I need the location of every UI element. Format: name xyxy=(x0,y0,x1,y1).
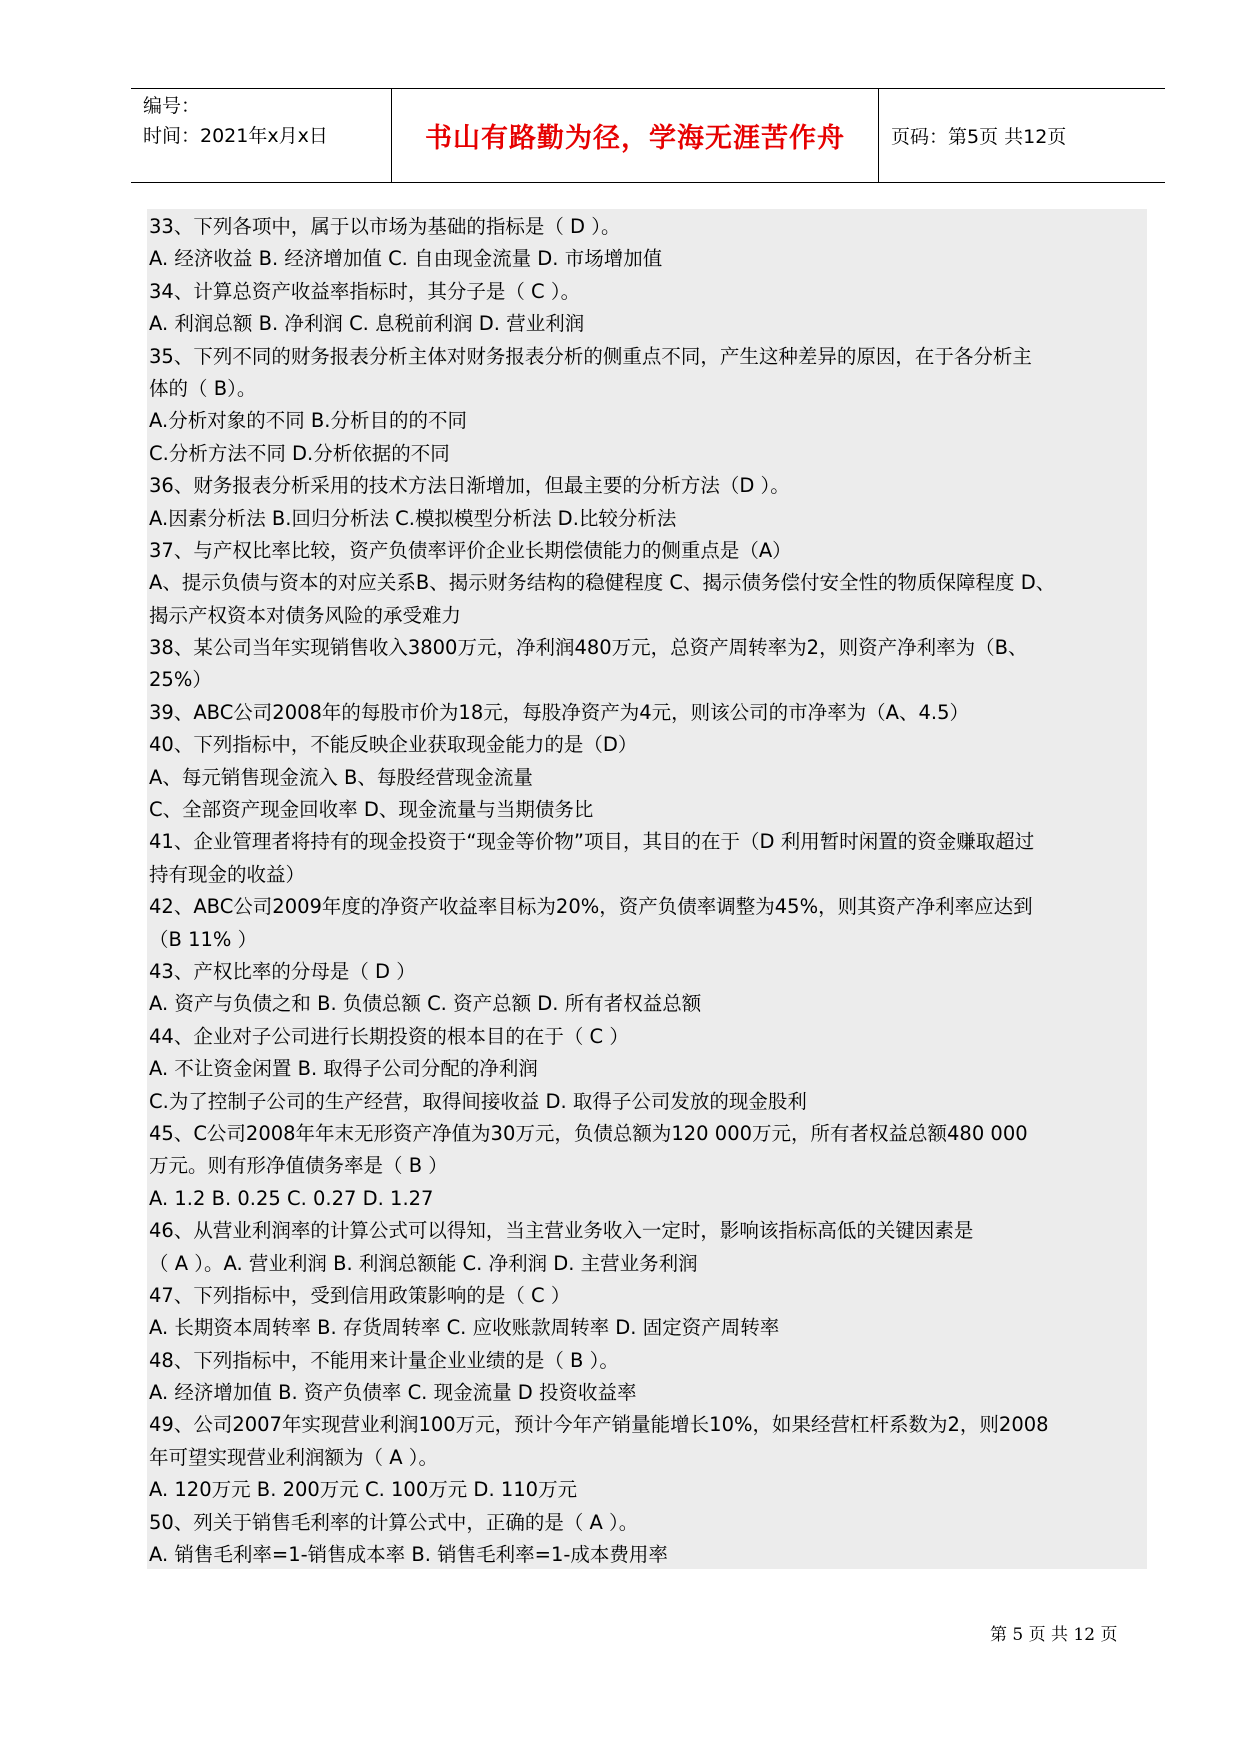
text-line: A.因素分析法 B.回归分析法 C.模拟模型分析法 D.比较分析法 xyxy=(149,506,677,530)
text-line: 36、财务报表分析采用的技术方法日渐增加，但最主要的分析方法（D ）。 xyxy=(149,474,790,498)
text-line: A、每元销售现金流入 B、每股经营现金流量 xyxy=(149,765,533,789)
text-line: 44、企业对子公司进行长期投资的根本目的在于（ C ） xyxy=(149,1024,629,1048)
text-line: A. 经济收益 B. 经济增加值 C. 自由现金流量 D. 市场增加值 xyxy=(149,247,663,271)
text-line: 33、下列各项中，属于以市场为基础的指标是（ D ）。 xyxy=(149,215,621,238)
text-line: 39、ABC公司2008年的每股市价为18元，每股净资产为4元，则该公司的市净率为（A、4.5） xyxy=(149,700,970,724)
text-line: 万元。则有形净值债务率是（ B ） xyxy=(149,1154,448,1178)
text-line: A. 利润总额 B. 净利润 C. 息税前利润 D. 营业利润 xyxy=(149,312,585,336)
text-line: A.分析对象的不同 B.分析目的的不同 xyxy=(149,409,467,433)
text-line: 持有现金的收益） xyxy=(149,862,306,886)
header-motto-cell xyxy=(392,89,879,182)
text-line: （ A ）。A. 营业利润 B. 利润总额能 C. 净利润 D. 主营业务利润 xyxy=(149,1251,698,1275)
text-line: A. 销售毛利率=1-销售成本率 B. 销售毛利率=1-成本费用率 xyxy=(149,1543,668,1567)
text-line: 47、下列指标中，受到信用政策影响的是（ C ） xyxy=(149,1283,571,1307)
text-line: 体的（ B）。 xyxy=(149,376,257,400)
text-line: 46、从营业利润率的计算公式可以得知，当主营业务收入一定时，影响该指标高低的关键因素是 xyxy=(149,1219,974,1243)
text-line: A. 不让资金闲置 B. 取得子公司分配的净利润 xyxy=(149,1057,538,1081)
text-line: 41、企业管理者将持有的现金投资于“现金等价物”项目，其目的在于（D 利用暂时闲置的资金赚取超过 xyxy=(149,830,1035,854)
text-line: C、全部资产现金回收率 D、现金流量与当期债务比 xyxy=(149,798,594,822)
text-line: 38、某公司当年实现销售收入3800万元，净利润480万元，总资产周转率为2，则资产净利率为（B、 xyxy=(149,636,1028,660)
text-line: 揭示产权资本对债务风险的承受难力 xyxy=(149,603,462,627)
text-line: 35、下列不同的财务报表分析主体对财务报表分析的侧重点不同，产生这种差异的原因，在于各分析主 xyxy=(149,344,1032,368)
text-line: 49、公司2007年实现营业利润100万元，预计今年产销量能增长10%，如果经营杠杆系数为2，则2008 xyxy=(149,1413,1049,1437)
text-line: A、提示负债与资本的对应关系B、揭示财务结构的稳健程度 C、揭示债务偿付安全性的物质保障程度 D、 xyxy=(149,571,1056,595)
page-footer: 第 5 页 共 12 页 xyxy=(990,1625,1118,1645)
text-line: 42、ABC公司2009年度的净资产收益率目标为20%，资产负债率调整为45%，则其资产净利率应达到 xyxy=(149,895,1033,919)
text-line: 40、下列指标中，不能反映企业获取现金能力的是（D） xyxy=(149,733,638,757)
text-line: C.分析方法不同 D.分析依据的不同 xyxy=(149,441,450,465)
text-line: A. 长期资本周转率 B. 存货周转率 C. 应收账款周转率 D. 固定资产周转率 xyxy=(149,1316,780,1340)
text-line: A. 120万元 B. 200万元 C. 100万元 D. 110万元 xyxy=(149,1478,578,1502)
text-line: （B 11% ） xyxy=(149,927,258,951)
text-line: 50、列关于销售毛利率的计算公式中，正确的是（ A ）。 xyxy=(149,1510,639,1534)
question-content xyxy=(147,209,1147,1569)
text-line: 43、产权比率的分母是（ D ） xyxy=(149,959,416,983)
header-page-code: 页码：第5页 共12页 xyxy=(891,126,1067,148)
header-motto: 书山有路勤为径，学海无涯苦作舟 xyxy=(425,123,845,154)
text-line: A. 资产与负债之和 B. 负债总额 C. 资产总额 D. 所有者权益总额 xyxy=(149,992,702,1016)
text-line: 25%） xyxy=(149,668,212,692)
text-line: A. 1.2 B. 0.25 C. 0.27 D. 1.27 xyxy=(149,1186,434,1210)
text-line: A. 经济增加值 B. 资产负债率 C. 现金流量 D 投资收益率 xyxy=(149,1381,637,1405)
text-line: 37、与产权比率比较，资产负债率评价企业长期偿债能力的侧重点是（A） xyxy=(149,538,792,562)
time-label: 时间：2021年x月x日 xyxy=(143,125,328,147)
page-header xyxy=(131,88,1165,183)
text-line: 年可望实现营业利润额为（ A ）。 xyxy=(149,1445,438,1469)
text-line: 34、计算总资产收益率指标时，其分子是（ C ）。 xyxy=(149,279,581,303)
text-line: 45、C公司2008年年末无形资产净值为30万元，负债总额为120 000万元，所有者权益总额480 000 xyxy=(149,1121,1028,1145)
header-meta xyxy=(131,89,392,182)
text-line: 48、下列指标中，不能用来计量企业业绩的是（ B ）。 xyxy=(149,1348,619,1372)
text-line: C.为了控制子公司的生产经营，取得间接收益 D. 取得子公司发放的现金股利 xyxy=(149,1089,807,1113)
number-label: 编号： xyxy=(143,95,201,117)
